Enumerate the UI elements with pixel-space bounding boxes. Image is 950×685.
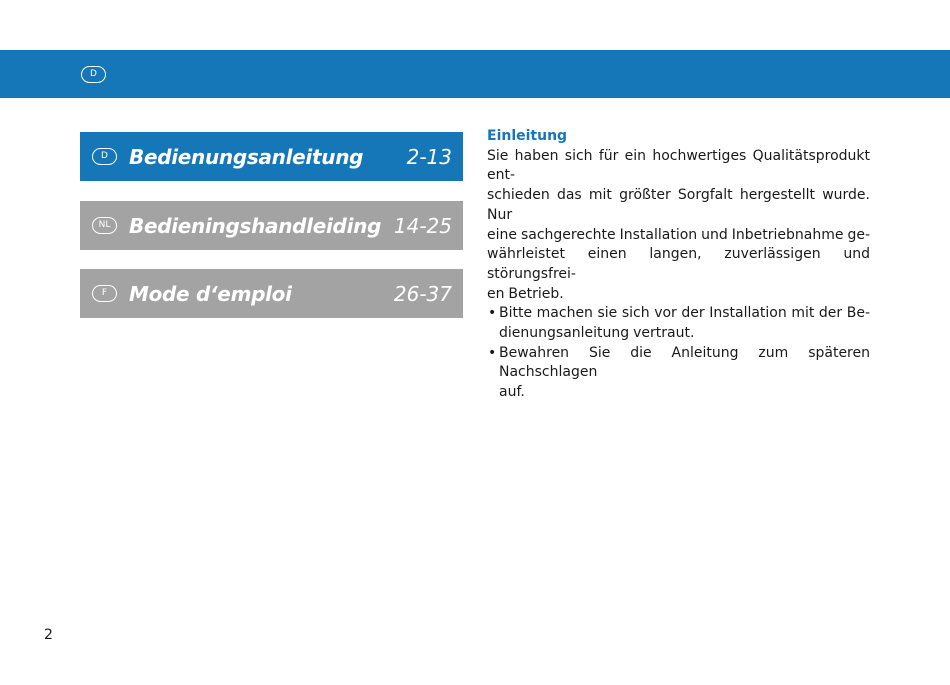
section-heading: Einleitung — [487, 128, 568, 144]
language-badge-header: D — [81, 66, 106, 83]
bullet-icon: • — [488, 344, 497, 361]
toc-item-dutch[interactable] — [80, 201, 463, 250]
introduction-section — [487, 127, 870, 403]
list-item-line: dienungsanleitung vertraut. — [499, 325, 695, 342]
toc-item-german[interactable] — [80, 132, 463, 181]
list-item — [487, 304, 870, 343]
toc-pages: 14-25 — [393, 213, 452, 238]
paragraph-line: en Betrieb. — [487, 285, 564, 302]
bullet-icon: • — [488, 305, 497, 322]
paragraph-line: schieden das mit größter Sorgfalt hergestellt wurde. Nur — [487, 187, 870, 223]
language-badge-f: F — [92, 285, 117, 302]
list-item-line: Bitte machen sie sich vor der Installation mit der Be- — [499, 305, 870, 322]
header-bar — [0, 50, 950, 98]
paragraph-line: währleistet einen langen, zuverlässigen und störungsfrei- — [487, 246, 870, 282]
language-badge-nl: NL — [92, 217, 117, 234]
toc-pages: 26-37 — [393, 281, 452, 306]
toc-pages: 2-13 — [406, 144, 452, 169]
toc-title: Mode d‘emploi — [129, 281, 292, 306]
toc-title: Bedieningshandleiding — [129, 213, 382, 238]
list-item-line: auf. — [499, 384, 525, 401]
paragraph-line: Sie haben sich für ein hochwertiges Qualitätsprodukt ent- — [487, 147, 870, 184]
toc-item-french[interactable] — [80, 269, 463, 318]
instruction-list — [487, 304, 870, 403]
list-item-line: Bewahren Sie die Anleitung zum späteren Nachschlagen — [499, 344, 870, 381]
paragraph-line: eine sachgerechte Installation und Inbetriebnahme ge- — [487, 226, 870, 243]
intro-paragraph — [487, 147, 870, 305]
toc-title: Bedienungsanleitung — [129, 144, 364, 169]
page-number: 2 — [44, 627, 53, 643]
list-item — [487, 344, 870, 403]
language-badge-de: D — [92, 148, 117, 165]
